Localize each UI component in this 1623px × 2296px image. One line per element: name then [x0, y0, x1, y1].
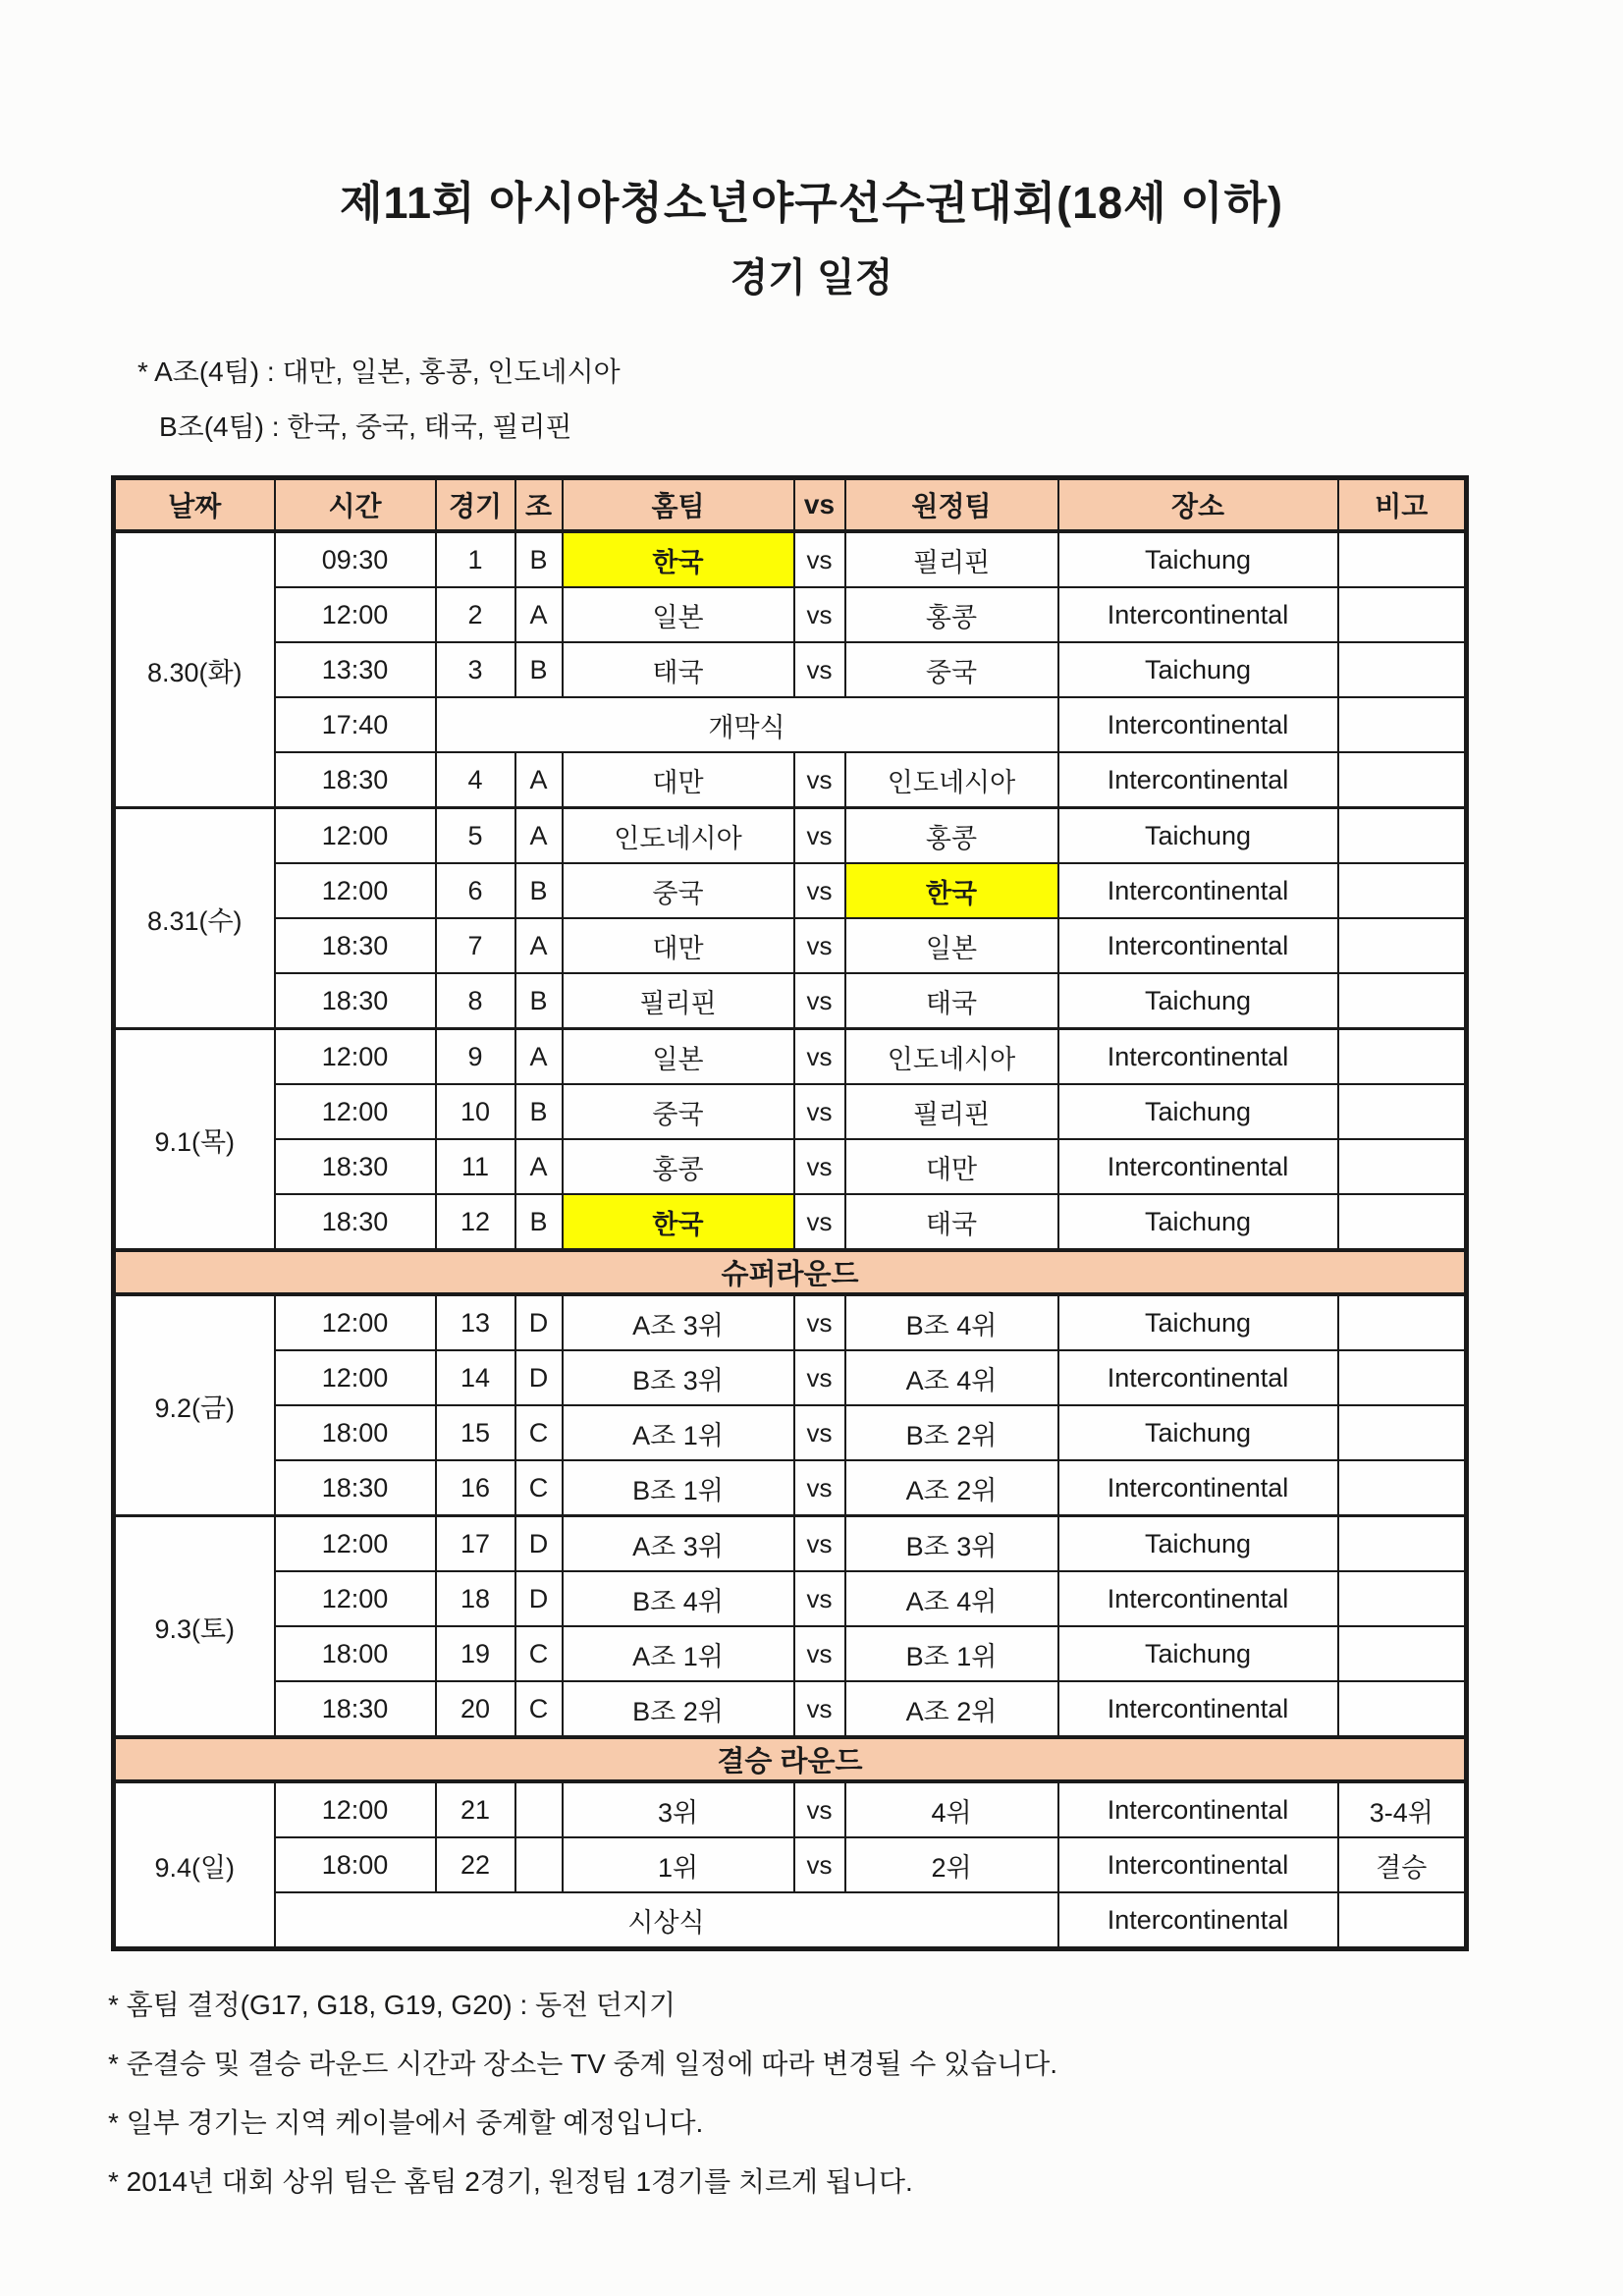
home-team-cell: A조 3위 — [563, 1516, 794, 1572]
note-cell — [1338, 1084, 1467, 1139]
venue-cell: Intercontinental — [1058, 587, 1338, 642]
event-row — [114, 1892, 1467, 1949]
venue-cell: Taichung — [1058, 808, 1338, 864]
game-row — [114, 1139, 1467, 1194]
page-subtitle: 경기 일정 — [730, 256, 893, 300]
home-team-cell: 한국 — [563, 531, 794, 587]
home-team-cell: 한국 — [563, 1194, 794, 1250]
group-cell: C — [515, 1460, 563, 1516]
game-row — [114, 1194, 1467, 1250]
game-number-cell: 2 — [436, 587, 515, 642]
vs-cell: vs — [794, 863, 845, 918]
note-cell — [1338, 1516, 1467, 1572]
venue-cell: Taichung — [1058, 642, 1338, 697]
away-team-cell: 인도네시아 — [845, 1029, 1058, 1085]
away-team-cell: 태국 — [845, 973, 1058, 1029]
note-cell — [1338, 1571, 1467, 1626]
game-row — [114, 1029, 1467, 1085]
note-cell — [1338, 1460, 1467, 1516]
footnote: * 2014년 대회 상위 팀은 홈팀 2경기, 원정팀 1경기를 치르게 됩니다. — [108, 2166, 913, 2197]
venue-cell: Intercontinental — [1058, 1837, 1338, 1892]
game-number-cell: 16 — [436, 1460, 515, 1516]
game-row — [114, 531, 1467, 587]
group-cell: D — [515, 1350, 563, 1405]
game-row — [114, 587, 1467, 642]
time-cell: 12:00 — [275, 1029, 436, 1085]
venue-cell: Intercontinental — [1058, 1350, 1338, 1405]
note-cell — [1338, 863, 1467, 918]
venue-cell: Intercontinental — [1058, 752, 1338, 808]
group-cell: D — [515, 1294, 563, 1350]
time-cell: 09:30 — [275, 531, 436, 587]
col-header-time: 시간 — [275, 478, 436, 532]
time-cell: 18:00 — [275, 1405, 436, 1460]
col-header-vs: vs — [794, 478, 845, 532]
note-cell — [1338, 1626, 1467, 1681]
col-header-group: 조 — [515, 478, 563, 532]
group-cell: D — [515, 1516, 563, 1572]
venue-cell: Taichung — [1058, 1194, 1338, 1250]
note-cell — [1338, 1139, 1467, 1194]
time-cell: 18:30 — [275, 1460, 436, 1516]
game-number-cell: 21 — [436, 1781, 515, 1837]
venue-cell: Intercontinental — [1058, 1681, 1338, 1737]
game-row — [114, 1084, 1467, 1139]
group-cell: B — [515, 863, 563, 918]
venue-cell: Intercontinental — [1058, 1571, 1338, 1626]
note-cell — [1338, 918, 1467, 973]
time-cell: 18:30 — [275, 1139, 436, 1194]
group-cell: B — [515, 642, 563, 697]
note-cell — [1338, 973, 1467, 1029]
home-team-cell: B조 3위 — [563, 1350, 794, 1405]
schedule-table — [111, 475, 1469, 1951]
event-label-cell: 시상식 — [275, 1892, 1058, 1949]
game-number-cell: 20 — [436, 1681, 515, 1737]
time-cell: 18:30 — [275, 1681, 436, 1737]
note-cell — [1338, 1892, 1467, 1949]
game-number-cell: 9 — [436, 1029, 515, 1085]
venue-cell: Taichung — [1058, 531, 1338, 587]
game-row — [114, 1626, 1467, 1681]
home-team-cell: 중국 — [563, 1084, 794, 1139]
vs-cell: vs — [794, 1139, 845, 1194]
vs-cell: vs — [794, 642, 845, 697]
time-cell: 12:00 — [275, 1571, 436, 1626]
date-cell: 8.31(수) — [114, 808, 275, 1029]
time-cell: 18:00 — [275, 1626, 436, 1681]
venue-cell: Taichung — [1058, 1294, 1338, 1350]
note-cell — [1338, 642, 1467, 697]
group-cell: B — [515, 531, 563, 587]
game-number-cell: 15 — [436, 1405, 515, 1460]
game-row — [114, 1781, 1467, 1837]
time-cell: 12:00 — [275, 1084, 436, 1139]
group-cell — [515, 1781, 563, 1837]
date-cell: 9.2(금) — [114, 1294, 275, 1516]
time-cell: 13:30 — [275, 642, 436, 697]
vs-cell: vs — [794, 1405, 845, 1460]
game-row — [114, 863, 1467, 918]
event-label-cell: 개막식 — [436, 697, 1058, 752]
vs-cell: vs — [794, 1516, 845, 1572]
home-team-cell: 중국 — [563, 863, 794, 918]
vs-cell: vs — [794, 1781, 845, 1837]
home-team-cell: B조 4위 — [563, 1571, 794, 1626]
away-team-cell: B조 2위 — [845, 1405, 1058, 1460]
game-row — [114, 1681, 1467, 1737]
venue-cell: Intercontinental — [1058, 1029, 1338, 1085]
note-cell — [1338, 697, 1467, 752]
time-cell: 18:30 — [275, 1194, 436, 1250]
game-row — [114, 918, 1467, 973]
game-number-cell: 4 — [436, 752, 515, 808]
round-band-row — [114, 1737, 1467, 1781]
home-team-cell: 1위 — [563, 1837, 794, 1892]
note-cell — [1338, 531, 1467, 587]
game-row — [114, 642, 1467, 697]
group-cell: B — [515, 1194, 563, 1250]
note-cell — [1338, 1405, 1467, 1460]
vs-cell: vs — [794, 1626, 845, 1681]
vs-cell: vs — [794, 587, 845, 642]
note-cell — [1338, 1681, 1467, 1737]
time-cell: 18:00 — [275, 1837, 436, 1892]
group-cell: D — [515, 1571, 563, 1626]
game-number-cell: 12 — [436, 1194, 515, 1250]
date-cell: 9.1(목) — [114, 1029, 275, 1251]
group-cell: A — [515, 1029, 563, 1085]
note-cell: 3-4위 — [1338, 1781, 1467, 1837]
home-team-cell: 3위 — [563, 1781, 794, 1837]
group-cell: A — [515, 752, 563, 808]
vs-cell: vs — [794, 752, 845, 808]
away-team-cell: 일본 — [845, 918, 1058, 973]
group-cell: A — [515, 918, 563, 973]
away-team-cell: 태국 — [845, 1194, 1058, 1250]
away-team-cell: 4위 — [845, 1781, 1058, 1837]
home-team-cell: 필리핀 — [563, 973, 794, 1029]
page-title: 제11회 아시아청소년야구선수권대회(18세 이하) — [339, 178, 1284, 228]
time-cell: 12:00 — [275, 1350, 436, 1405]
away-team-cell: 인도네시아 — [845, 752, 1058, 808]
date-cell: 9.4(일) — [114, 1781, 275, 1949]
col-header-game: 경기 — [436, 478, 515, 532]
vs-cell: vs — [794, 1681, 845, 1737]
venue-cell: Taichung — [1058, 1084, 1338, 1139]
time-cell: 12:00 — [275, 808, 436, 864]
game-row — [114, 808, 1467, 864]
home-team-cell: 대만 — [563, 752, 794, 808]
col-header-note: 비고 — [1338, 478, 1467, 532]
away-team-cell: 홍콩 — [845, 808, 1058, 864]
vs-cell: vs — [794, 1029, 845, 1085]
col-header-home: 홈팀 — [563, 478, 794, 532]
venue-cell: Intercontinental — [1058, 1139, 1338, 1194]
game-row — [114, 1294, 1467, 1350]
venue-cell: Intercontinental — [1058, 1460, 1338, 1516]
game-number-cell: 18 — [436, 1571, 515, 1626]
away-team-cell: A조 4위 — [845, 1571, 1058, 1626]
time-cell: 12:00 — [275, 1294, 436, 1350]
time-cell: 12:00 — [275, 1516, 436, 1572]
home-team-cell: A조 3위 — [563, 1294, 794, 1350]
game-row — [114, 1571, 1467, 1626]
away-team-cell: 필리핀 — [845, 1084, 1058, 1139]
home-team-cell: A조 1위 — [563, 1405, 794, 1460]
footnote: * 일부 경기는 지역 케이블에서 중계할 예정입니다. — [108, 2107, 704, 2138]
time-cell: 12:00 — [275, 1781, 436, 1837]
date-cell: 9.3(토) — [114, 1516, 275, 1738]
event-row — [114, 697, 1467, 752]
game-number-cell: 22 — [436, 1837, 515, 1892]
home-team-cell: 홍콩 — [563, 1139, 794, 1194]
time-cell: 18:30 — [275, 752, 436, 808]
home-team-cell: A조 1위 — [563, 1626, 794, 1681]
venue-cell: Intercontinental — [1058, 1892, 1338, 1949]
schedule-table-body — [114, 531, 1467, 1949]
vs-cell: vs — [794, 1350, 845, 1405]
home-team-cell: 태국 — [563, 642, 794, 697]
group-a-note: * A조(4팀) : 대만, 일본, 홍콩, 인도네시아 — [137, 356, 621, 387]
vs-cell: vs — [794, 1084, 845, 1139]
game-row — [114, 1405, 1467, 1460]
game-number-cell: 13 — [436, 1294, 515, 1350]
venue-cell: Intercontinental — [1058, 1781, 1338, 1837]
note-cell: 결승 — [1338, 1837, 1467, 1892]
vs-cell: vs — [794, 1194, 845, 1250]
away-team-cell: 한국 — [845, 863, 1058, 918]
game-number-cell: 19 — [436, 1626, 515, 1681]
vs-cell: vs — [794, 808, 845, 864]
note-cell — [1338, 1029, 1467, 1085]
game-row — [114, 1516, 1467, 1572]
group-cell: C — [515, 1405, 563, 1460]
venue-cell: Taichung — [1058, 973, 1338, 1029]
col-header-away: 원정팀 — [845, 478, 1058, 532]
footnote: * 홈팀 결정(G17, G18, G19, G20) : 동전 던지기 — [108, 1990, 676, 2020]
away-team-cell: 홍콩 — [845, 587, 1058, 642]
time-cell: 12:00 — [275, 863, 436, 918]
footnotes — [108, 1989, 1623, 2199]
game-row — [114, 1460, 1467, 1516]
game-number-cell: 11 — [436, 1139, 515, 1194]
home-team-cell: 일본 — [563, 587, 794, 642]
group-cell: B — [515, 1084, 563, 1139]
game-number-cell: 5 — [436, 808, 515, 864]
game-number-cell: 3 — [436, 642, 515, 697]
group-cell: C — [515, 1681, 563, 1737]
game-row — [114, 1350, 1467, 1405]
away-team-cell: A조 2위 — [845, 1460, 1058, 1516]
time-cell: 18:30 — [275, 918, 436, 973]
away-team-cell: B조 1위 — [845, 1626, 1058, 1681]
home-team-cell: 인도네시아 — [563, 808, 794, 864]
game-number-cell: 6 — [436, 863, 515, 918]
home-team-cell: 대만 — [563, 918, 794, 973]
game-number-cell: 14 — [436, 1350, 515, 1405]
away-team-cell: B조 4위 — [845, 1294, 1058, 1350]
vs-cell: vs — [794, 1460, 845, 1516]
note-cell — [1338, 752, 1467, 808]
round-band-row — [114, 1250, 1467, 1294]
home-team-cell: 일본 — [563, 1029, 794, 1085]
note-cell — [1338, 1294, 1467, 1350]
group-cell: C — [515, 1626, 563, 1681]
venue-cell: Taichung — [1058, 1626, 1338, 1681]
note-cell — [1338, 808, 1467, 864]
venue-cell: Intercontinental — [1058, 697, 1338, 752]
venue-cell: Taichung — [1058, 1405, 1338, 1460]
game-number-cell: 7 — [436, 918, 515, 973]
away-team-cell: A조 2위 — [845, 1681, 1058, 1737]
vs-cell: vs — [794, 973, 845, 1029]
game-number-cell: 17 — [436, 1516, 515, 1572]
away-team-cell: 중국 — [845, 642, 1058, 697]
group-cell: A — [515, 587, 563, 642]
vs-cell: vs — [794, 1571, 845, 1626]
venue-cell: Intercontinental — [1058, 863, 1338, 918]
col-header-venue: 장소 — [1058, 478, 1338, 532]
date-cell: 8.30(화) — [114, 531, 275, 808]
group-b-note: B조(4팀) : 한국, 중국, 태국, 필리핀 — [159, 411, 572, 442]
group-cell — [515, 1837, 563, 1892]
home-team-cell: B조 1위 — [563, 1460, 794, 1516]
group-notes — [137, 355, 1623, 444]
away-team-cell: 필리핀 — [845, 531, 1058, 587]
time-cell: 17:40 — [275, 697, 436, 752]
time-cell: 18:30 — [275, 973, 436, 1029]
game-row — [114, 752, 1467, 808]
game-number-cell: 8 — [436, 973, 515, 1029]
away-team-cell: A조 4위 — [845, 1350, 1058, 1405]
table-header-row — [114, 478, 1467, 532]
away-team-cell: 대만 — [845, 1139, 1058, 1194]
venue-cell: Taichung — [1058, 1516, 1338, 1572]
footnote: * 준결승 및 결승 라운드 시간과 장소는 TV 중계 일정에 따라 변경될 수 있습니다. — [108, 2049, 1058, 2079]
time-cell: 12:00 — [275, 587, 436, 642]
note-cell — [1338, 1350, 1467, 1405]
round-band-label: 슈퍼라운드 — [114, 1250, 1467, 1294]
vs-cell: vs — [794, 1837, 845, 1892]
vs-cell: vs — [794, 531, 845, 587]
round-band-label: 결승 라운드 — [114, 1737, 1467, 1781]
note-cell — [1338, 587, 1467, 642]
home-team-cell: B조 2위 — [563, 1681, 794, 1737]
note-cell — [1338, 1194, 1467, 1250]
venue-cell: Intercontinental — [1058, 918, 1338, 973]
col-header-date: 날짜 — [114, 478, 275, 532]
game-row — [114, 1837, 1467, 1892]
game-number-cell: 1 — [436, 531, 515, 587]
group-cell: A — [515, 808, 563, 864]
game-row — [114, 973, 1467, 1029]
vs-cell: vs — [794, 918, 845, 973]
away-team-cell: B조 3위 — [845, 1516, 1058, 1572]
group-cell: B — [515, 973, 563, 1029]
vs-cell: vs — [794, 1294, 845, 1350]
group-cell: A — [515, 1139, 563, 1194]
game-number-cell: 10 — [436, 1084, 515, 1139]
away-team-cell: 2위 — [845, 1837, 1058, 1892]
